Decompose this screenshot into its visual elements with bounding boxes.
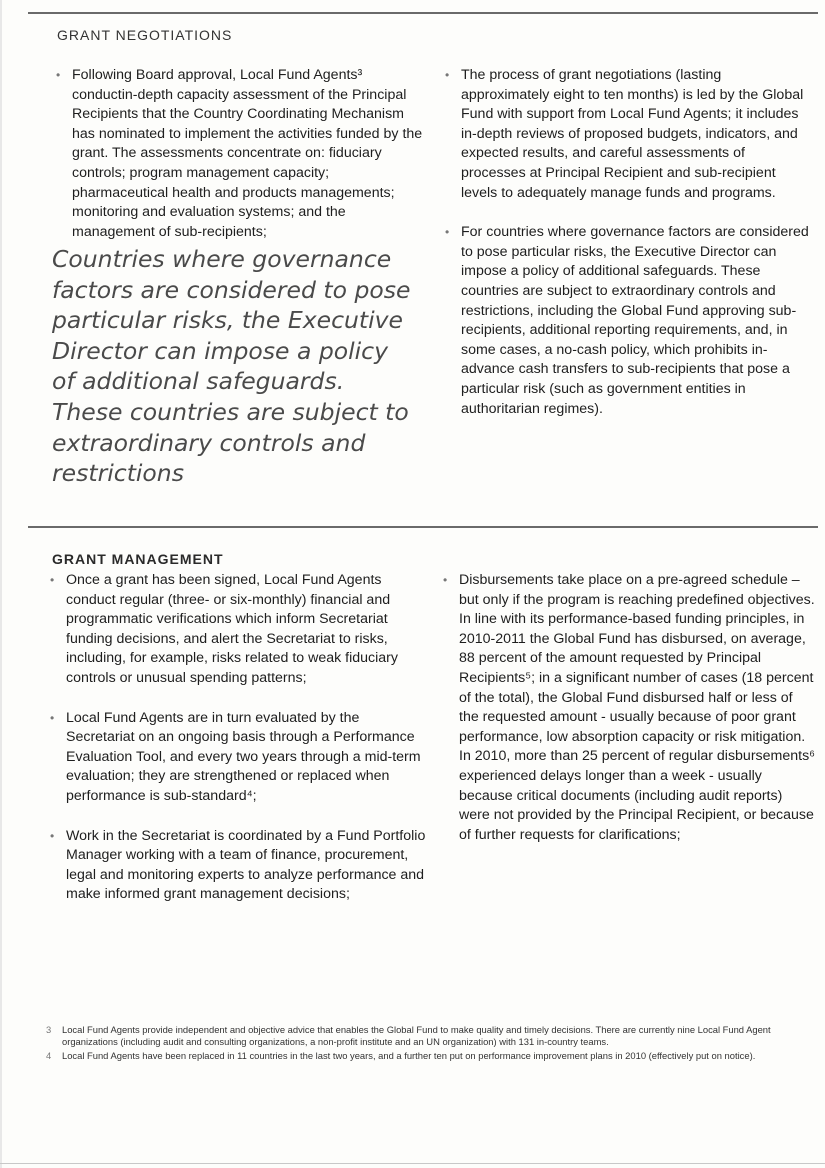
bullet-icon: • xyxy=(50,710,55,725)
list-item-text: For countries where governance factors are considered to pose particular risks, the Executive Director can impose a policy of additional safeguards. These countries are subject to extraordinary controls and restrictions, including the Global Fund approving sub-recipients, additional reporting requirements, and, in some cases, a no-cash policy, which prohibits in-advance cash transfers to sub-recipients that pose a particular risk (such as government entities in authoritarian regimes). xyxy=(461,224,809,417)
list-item xyxy=(445,66,813,203)
footnotes xyxy=(46,1024,816,1063)
list-item-text: Work in the Secretariat is coordinated by a Fund Portfolio Manager working with a team of finance, procurement, legal and monitoring experts to analyze performance and make informed grant management decisions; xyxy=(66,827,426,903)
bullet-icon: • xyxy=(445,225,450,240)
section-divider xyxy=(28,526,818,528)
list-item xyxy=(50,827,428,905)
list-item-text: Disbursements take place on a pre-agreed schedule – but only if the program is reaching predefined objectives. In line with its performance-based funding principles, in 2010-2011 the Global Fund has disbursed, on average, 88 percent of the amount requested by Principal Recipients⁵; in a significant number of cases (18 percent of the total), the Global Fund disbursed half or less of the requested amount - usually because of poor grant performance, low absorption capacity or risk mitigation. In 2010, more than 25 percent of regular disbursements⁶ experienced delays longer than a week - usually because critical documents (including audit reports) were not provided by the Principal Recipient, or because of further requests for clarifications; xyxy=(459,572,816,843)
section-heading-management: GRANT MANAGEMENT xyxy=(52,551,224,567)
bullet-icon: • xyxy=(56,68,61,82)
bullet-icon: • xyxy=(50,828,55,843)
list-item xyxy=(50,709,428,807)
management-right-column xyxy=(443,571,815,865)
negotiations-right-column xyxy=(445,66,813,439)
top-divider xyxy=(28,12,818,14)
page-edge-shadow xyxy=(0,0,2,1168)
footnote-text: Local Fund Agents have been replaced in 11 countries in the last two years, and a further ten put on performance improvement plans in 2010 (effectively put on notice). xyxy=(62,1049,756,1061)
list-item xyxy=(443,571,815,845)
list-item xyxy=(50,571,428,689)
negotiations-left-column xyxy=(56,66,428,262)
footnote-text: Local Fund Agents provide independent and objective advice that enables the Global Fund to make quality and timely decisions. There are currently nine Local Fund Agent organizations (including audit and consulting organizations, a non-profit institute and an UN organization) with 131 in-country teams. xyxy=(62,1024,771,1048)
management-left-column xyxy=(50,571,428,925)
bullet-icon: • xyxy=(50,573,55,587)
section-heading-negotiations: GRANT NEGOTIATIONS xyxy=(57,27,233,43)
list-item-text: The process of grant negotiations (lasting approximately eight to ten months) is led by the Global Fund with support from Local Fund Agents; it includes in-depth reviews of proposed budgets, indicators, and expected results, and careful assessments of processes at Principal Recipient and sub-recipient levels to adequately manage funds and programs. xyxy=(461,67,804,201)
footnote-number: 4 xyxy=(46,1049,52,1061)
list-item-text: Following Board approval, Local Fund Agents³ conductin-depth capacity assessment of the Principal Recipients that the Country Coordinating Mechanism has nominated to implement the activities funded by the grant. The assessments concentrate on: fiduciary controls; program management capacity; pharmaceutical health and products managements; monitoring and evaluation systems; and the management of sub-recipients; xyxy=(72,67,423,240)
footnote xyxy=(46,1050,816,1062)
bullet-icon: • xyxy=(443,573,448,587)
list-item xyxy=(56,66,428,242)
footnote xyxy=(46,1024,816,1049)
bullet-icon: • xyxy=(445,68,450,82)
footnote-number: 3 xyxy=(46,1024,52,1035)
list-item-text: Local Fund Agents are in turn evaluated by the Secretariat on an ongoing basis through a Performance Evaluation Tool, and every two years through a mid-term evaluation; they are strengthened or replaced when performance is sub-standard⁴; xyxy=(66,709,421,804)
list-item-text: Once a grant has been signed, Local Fund Agents conduct regular (three- or six-monthly) financial and programmatic verifications which inform Secretariat funding decisions, and alert the Secretariat to risks, including, for example, risks related to weak fiduciary controls or unusual spending patterns; xyxy=(66,572,398,686)
page-bottom-edge xyxy=(0,1163,825,1164)
pull-quote: Countries where governance factors are considered to pose particular risks, the Executive Director can impose a policy of additional safeguards. These countries are subject to extraordinary controls and restrictions xyxy=(52,245,411,488)
list-item xyxy=(445,223,813,419)
